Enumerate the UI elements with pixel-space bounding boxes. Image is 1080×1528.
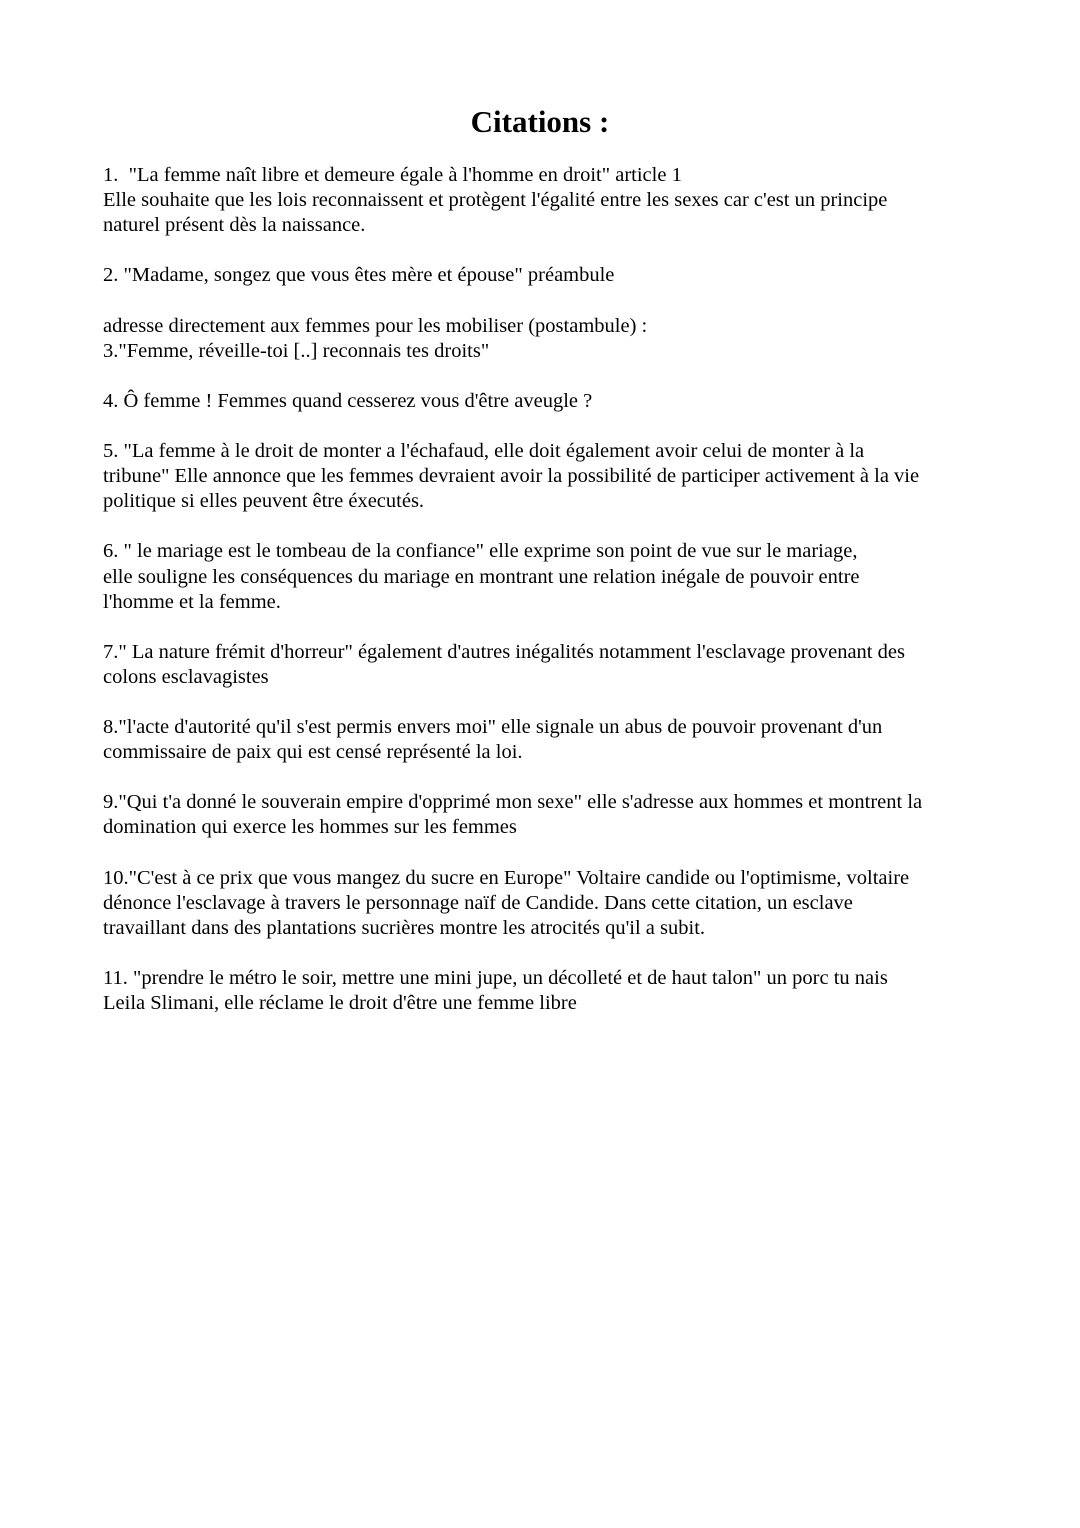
citation-paragraph	[103, 715, 1003, 765]
citation-paragraph	[103, 640, 1003, 690]
text-line: adresse directement aux femmes pour les mobiliser (postambule) :	[103, 314, 648, 337]
text-line: commissaire de paix qui est censé représenté la loi.	[103, 741, 523, 764]
text-line: 7." La nature frémit d'horreur" également d'autres inégalités notamment l'esclavage provenant des	[103, 640, 905, 663]
text-line: 5. "La femme à le droit de monter a l'échafaud, elle doit également avoir celui de monter à la	[103, 440, 865, 463]
citation-paragraph	[103, 966, 1003, 1016]
text-line: politique si elles peuvent être éxecutés.	[103, 490, 425, 513]
text-line: domination qui exerce les hommes sur les femmes	[103, 816, 517, 839]
text-line: 8."l'acte d'autorité qu'il s'est permis envers moi" elle signale un abus de pouvoir provenant d'un	[103, 716, 883, 739]
text-line: 9."Qui t'a donné le souverain empire d'opprimé mon sexe" elle s'adresse aux hommes et montrent la	[103, 791, 923, 814]
text-line: elle souligne les conséquences du mariage en montrant une relation inégale de pouvoir entre	[103, 565, 860, 588]
citation-paragraph	[103, 790, 1003, 840]
citation-paragraph	[103, 866, 1003, 941]
citation-paragraph	[103, 314, 1003, 364]
text-line: tribune" Elle annonce que les femmes devraient avoir la possibilité de participer activement à la vie	[103, 465, 920, 488]
text-line: travaillant dans des plantations sucrières montre les atrocités qu'il a subit.	[103, 916, 706, 939]
text-line: 3."Femme, réveille-toi [..] reconnais tes droits"	[103, 339, 490, 362]
citation-paragraph	[103, 163, 1003, 238]
text-line: 1. "La femme naît libre et demeure égale à l'homme en droit" article 1	[103, 164, 682, 186]
text-line: dénonce l'esclavage à travers le personnage naïf de Candide. Dans cette citation, un esclave	[103, 891, 853, 914]
text-line: naturel présent dès la naissance.	[103, 214, 366, 237]
text-line: 11. "prendre le métro le soir, mettre une mini jupe, un décolleté et de haut talon" un porc tu nais	[103, 967, 888, 989]
citations-body	[103, 163, 1003, 1041]
text-line: 6. " le mariage est le tombeau de la confiance" elle exprime son point de vue sur le mariage,	[103, 540, 858, 563]
page-title: Citations :	[470, 104, 610, 139]
text-line: Elle souhaite que les lois reconnaissent et protègent l'égalité entre les sexes car c'est un principe	[103, 189, 888, 212]
text-line: Leila Slimani, elle réclame le droit d'être une femme libre	[103, 992, 577, 1015]
text-line: colons esclavagistes	[103, 665, 269, 688]
text-line: 4. Ô femme ! Femmes quand cesserez vous d'être aveugle ?	[103, 389, 593, 412]
citation-paragraph	[103, 389, 1003, 414]
text-line: 10."C'est à ce prix que vous mangez du sucre en Europe" Voltaire candide ou l'optimisme, voltaire	[103, 866, 910, 889]
text-line: l'homme et la femme.	[103, 590, 281, 613]
text-line: 2. "Madame, songez que vous êtes mère et épouse" préambule	[103, 264, 615, 287]
citation-paragraph	[103, 539, 1003, 614]
citation-paragraph	[103, 439, 1003, 514]
citation-paragraph	[103, 263, 1003, 288]
